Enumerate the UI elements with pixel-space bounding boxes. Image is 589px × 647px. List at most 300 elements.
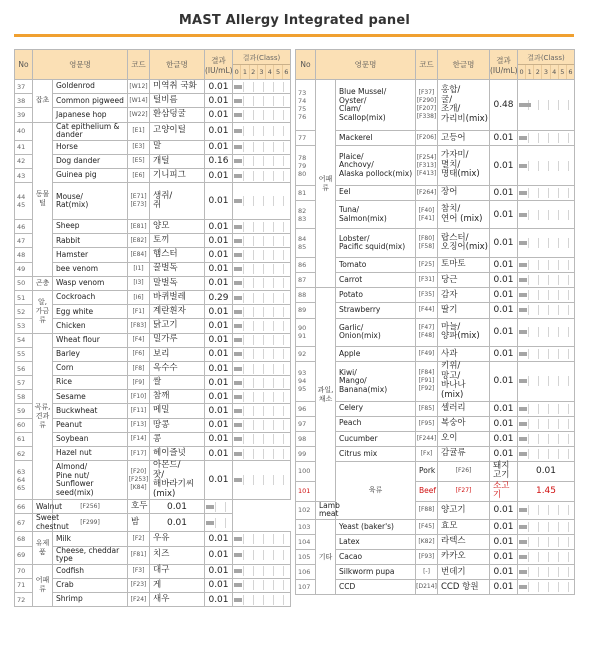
result-value: 0.01 xyxy=(490,431,518,446)
row-number: 40 xyxy=(15,122,33,140)
allergen-korean-name: 땅콩 xyxy=(150,418,205,432)
allergen-code: [F25] xyxy=(416,258,438,273)
class-bar-fill xyxy=(519,508,527,512)
allergen-korean-name: 고양이털 xyxy=(150,122,205,140)
allergen-korean-name: 셀러리 xyxy=(438,401,490,416)
allergen-row xyxy=(15,333,291,347)
class-bar-track xyxy=(234,96,289,106)
allergen-row xyxy=(296,347,575,362)
class-bar-track xyxy=(234,550,289,560)
allergen-code: [W12] xyxy=(128,80,150,94)
class-level: 2 xyxy=(249,65,257,79)
class-bar-fill xyxy=(519,379,527,383)
result-value: 0.01 xyxy=(490,185,518,200)
class-bar-fill xyxy=(519,308,527,312)
result-value: 0.01 xyxy=(490,416,518,431)
class-bar-track xyxy=(519,100,573,110)
class-bar-cell xyxy=(233,404,291,418)
class-bar-cell xyxy=(233,546,291,564)
allergen-english-name: Latex xyxy=(336,535,416,550)
class-bar-track xyxy=(519,434,573,444)
class-bar-fill xyxy=(234,381,242,385)
class-bar-track xyxy=(519,210,573,220)
allergen-english-name: Guinea pig xyxy=(53,168,128,182)
class-bar-track xyxy=(519,449,573,459)
allergen-korean-name: CCD 항원 xyxy=(438,580,490,595)
row-number: 99 xyxy=(296,446,316,461)
result-value: 0.01 xyxy=(490,288,518,303)
result-value: 0.01 xyxy=(490,446,518,461)
row-number: 43 xyxy=(15,168,33,182)
allergen-row xyxy=(15,514,291,532)
category-label: 곡류, 견과류 xyxy=(33,333,53,500)
class-bar-cell xyxy=(233,290,291,304)
row-number: 98 xyxy=(296,431,316,446)
row-number: 62 xyxy=(15,447,33,461)
class-levels xyxy=(518,65,574,79)
class-bar-fill xyxy=(519,191,527,195)
class-level: 2 xyxy=(533,65,541,79)
row-number: 58 xyxy=(15,390,33,404)
col-header-english: 영문명 xyxy=(33,50,128,80)
class-bar-cell xyxy=(233,262,291,276)
allergen-row xyxy=(15,94,291,108)
class-bar-fill xyxy=(519,452,527,456)
allergen-english-name: Dog dander xyxy=(53,154,128,168)
allergen-english-name: Lamb meat xyxy=(316,501,336,519)
class-bar-fill xyxy=(206,521,214,525)
class-bar-track xyxy=(234,595,289,605)
allergen-code: [F264] xyxy=(416,185,438,200)
class-bar-fill xyxy=(234,281,242,285)
result-value: 0.01 xyxy=(205,578,233,592)
row-number: 101 xyxy=(296,481,316,501)
allergen-code: [E5] xyxy=(128,154,150,168)
allergen-row xyxy=(296,131,575,146)
allergen-code: [F244] xyxy=(416,431,438,446)
allergen-english-name: Pork xyxy=(416,461,438,481)
allergen-row xyxy=(296,565,575,580)
row-number: 107 xyxy=(296,580,316,595)
allergen-english-name: Cockroach xyxy=(53,290,128,304)
allergen-code: [I1] xyxy=(128,262,150,276)
allergen-row xyxy=(15,390,291,404)
allergen-english-name: Hamster xyxy=(53,248,128,262)
class-bar-cell xyxy=(233,80,291,94)
allergen-code: [E81] xyxy=(128,220,150,234)
row-number: 67 xyxy=(15,514,33,532)
allergen-code: [F299] xyxy=(53,514,128,532)
allergen-row xyxy=(296,288,575,303)
allergen-english-name: Cheese, cheddar type xyxy=(53,546,128,564)
allergen-english-name: Beef xyxy=(416,481,438,501)
allergen-english-name: Silkworm pupa xyxy=(336,565,416,580)
row-number: 92 xyxy=(296,347,316,362)
class-bar-cell xyxy=(233,333,291,347)
allergen-korean-name: 감귤류 xyxy=(438,446,490,461)
allergen-code: [F47] [F48] xyxy=(416,318,438,347)
allergen-korean-name: 복숭아 xyxy=(438,416,490,431)
allergen-code: [F37] [F290] [F207] [F338] xyxy=(416,80,438,131)
allergen-code: [Fx] xyxy=(416,446,438,461)
row-number: 53 xyxy=(15,319,33,333)
allergen-row xyxy=(15,276,291,290)
class-bar-cell xyxy=(233,108,291,122)
class-bar-track xyxy=(519,238,573,248)
class-bar-cell xyxy=(233,140,291,154)
row-number: 49 xyxy=(15,262,33,276)
row-number: 38 xyxy=(15,94,33,108)
allergen-korean-name: 새우 xyxy=(150,592,205,606)
allergen-korean-name: 돼지고기 xyxy=(490,461,518,481)
class-bar-track xyxy=(234,142,289,152)
class-bar-cell xyxy=(233,592,291,606)
row-number: 50 xyxy=(15,276,33,290)
class-bar-cell xyxy=(518,347,575,362)
result-value: 0.01 xyxy=(490,303,518,318)
allergen-korean-name: 밤 xyxy=(128,514,150,532)
class-bar-cell xyxy=(233,94,291,108)
result-value: 0.01 xyxy=(518,461,575,481)
allergen-english-name: Walnut xyxy=(33,500,53,514)
allergen-row xyxy=(296,519,575,534)
result-value: 0.01 xyxy=(205,248,233,262)
class-bar-cell xyxy=(233,432,291,446)
class-bar-fill xyxy=(519,407,527,411)
row-number: 71 xyxy=(15,578,33,592)
row-number: 42 xyxy=(15,154,33,168)
row-number: 78 79 80 xyxy=(296,146,316,185)
allergen-code: [F4] xyxy=(128,333,150,347)
allergen-english-name: Barley xyxy=(53,347,128,361)
allergen-row xyxy=(296,362,575,401)
col-header-code: 코드 xyxy=(128,50,150,80)
allergen-english-name: Tomato xyxy=(336,258,416,273)
class-bar-track xyxy=(234,250,289,260)
allergen-english-name: Citrus mix xyxy=(336,446,416,461)
class-bar-track xyxy=(519,552,573,562)
allergen-row xyxy=(296,580,575,595)
result-value: 0.01 xyxy=(205,220,233,234)
class-bar-track xyxy=(234,156,289,166)
class-bar-track xyxy=(519,290,573,300)
row-number: 97 xyxy=(296,416,316,431)
row-number: 55 xyxy=(15,347,33,361)
class-bar-cell xyxy=(233,305,291,319)
class-bar-fill xyxy=(234,437,242,441)
col-header-code: 코드 xyxy=(416,50,438,80)
allergen-code: [I6] xyxy=(128,290,150,304)
allergen-korean-name: 옥수수 xyxy=(150,361,205,375)
row-number: 61 xyxy=(15,432,33,446)
row-number: 87 xyxy=(296,273,316,288)
allergen-english-name: Mackerel xyxy=(336,131,416,146)
row-number: 44 45 xyxy=(15,183,33,220)
class-bar-fill xyxy=(234,225,242,229)
class-bar-fill xyxy=(519,585,527,589)
result-value: 0.01 xyxy=(490,347,518,362)
allergen-code: [F206] xyxy=(416,131,438,146)
class-bar-fill xyxy=(234,553,242,557)
row-number: 81 xyxy=(296,185,316,200)
row-number: 56 xyxy=(15,361,33,375)
allergen-korean-name: 사과 xyxy=(438,347,490,362)
allergen-korean-name: 딸기 xyxy=(438,303,490,318)
class-bar-fill xyxy=(519,525,527,529)
allergen-code: [F85] xyxy=(416,401,438,416)
allergen-korean-name: 아몬드/ 잣/ 해바라기씨(mix) xyxy=(150,461,205,500)
col-header-korean: 한글명 xyxy=(150,50,205,80)
row-number: 37 xyxy=(15,80,33,94)
allergen-code: [F1] xyxy=(128,305,150,319)
allergen-code: [E71] [E73] xyxy=(128,183,150,220)
class-bar-cell xyxy=(518,200,575,229)
allergen-code: [F44] xyxy=(416,303,438,318)
allergen-english-name: Codfish xyxy=(53,564,128,578)
allergen-row xyxy=(296,273,575,288)
allergen-korean-name: 참치/ 연어 (mix) xyxy=(438,200,490,229)
result-value: 0.01 xyxy=(205,262,233,276)
allergen-row xyxy=(15,248,291,262)
allergen-code: [F26] xyxy=(438,461,490,481)
allergen-english-name: CCD xyxy=(336,580,416,595)
allergen-korean-name: 당근 xyxy=(438,273,490,288)
row-number: 68 xyxy=(15,532,33,546)
class-bar-track xyxy=(234,475,289,485)
row-number: 105 xyxy=(296,550,316,565)
class-bar-cell xyxy=(518,146,575,185)
allergen-row xyxy=(296,431,575,446)
result-value: 0.01 xyxy=(205,390,233,404)
allergen-korean-name: 밀가루 xyxy=(150,333,205,347)
allergen-row xyxy=(296,416,575,431)
result-value: 0.01 xyxy=(205,592,233,606)
class-bar-cell xyxy=(233,376,291,390)
class-bar-cell xyxy=(518,318,575,347)
class-bar-track xyxy=(519,582,573,592)
row-number: 90 91 xyxy=(296,318,316,347)
allergen-english-name: Wheat flour xyxy=(53,333,128,347)
class-bar-cell xyxy=(518,501,575,519)
class-bar-fill xyxy=(519,352,527,356)
category-label: 육류 xyxy=(336,461,416,519)
class-bar-fill xyxy=(234,409,242,413)
allergen-code: [F27] xyxy=(438,481,490,501)
class-bar-fill xyxy=(519,422,527,426)
allergen-code: [F8] xyxy=(128,361,150,375)
allergen-row xyxy=(296,535,575,550)
class-bar-fill xyxy=(519,263,527,267)
row-number: 39 xyxy=(15,108,33,122)
allergen-row xyxy=(15,461,291,500)
result-value: 0.01 xyxy=(490,519,518,534)
class-bar-cell xyxy=(518,229,575,258)
class-bar-cell xyxy=(233,390,291,404)
allergen-english-name: Rabbit xyxy=(53,234,128,248)
class-bar-track xyxy=(234,307,289,317)
allergen-code: [F11] xyxy=(128,404,150,418)
allergen-korean-name: 가자미/ 멸치/ 명태(mix) xyxy=(438,146,490,185)
result-value: 0.01 xyxy=(205,461,233,500)
row-number: 70 xyxy=(15,564,33,578)
row-number: 102 xyxy=(296,501,316,519)
allergen-english-name: Celery xyxy=(336,401,416,416)
row-number: 69 xyxy=(15,546,33,564)
allergen-code: [F254] [F313] [F413] xyxy=(416,146,438,185)
allergen-row xyxy=(296,318,575,347)
result-value: 0.01 xyxy=(205,447,233,461)
allergen-korean-name: 말벌독 xyxy=(150,276,205,290)
class-bar-track xyxy=(519,505,573,515)
allergen-korean-name: 말 xyxy=(150,140,205,154)
class-level: 3 xyxy=(541,65,549,79)
allergen-english-name: Hazel nut xyxy=(53,447,128,461)
allergen-english-name: Chicken xyxy=(53,319,128,333)
class-bar-cell xyxy=(233,447,291,461)
allergen-row xyxy=(296,303,575,318)
class-bar-track xyxy=(519,376,573,386)
class-bar-fill xyxy=(234,239,242,243)
allergen-english-name: Milk xyxy=(53,532,128,546)
allergen-row xyxy=(15,546,291,564)
allergen-korean-name: 콩 xyxy=(150,432,205,446)
allergen-row xyxy=(296,550,575,565)
result-value: 0.01 xyxy=(205,122,233,140)
class-bar-fill xyxy=(519,241,527,245)
allergen-code: [F24] xyxy=(128,592,150,606)
allergen-row xyxy=(15,80,291,94)
allergen-english-name: Tuna/ Salmon(mix) xyxy=(336,200,416,229)
allergen-english-name: Potato xyxy=(336,288,416,303)
allergen-korean-name: 양고기 xyxy=(438,501,490,519)
allergen-row xyxy=(15,234,291,248)
result-value: 1.45 xyxy=(518,481,575,501)
class-level: 0 xyxy=(234,67,239,76)
class-bar-fill xyxy=(206,505,214,509)
allergen-korean-name: 털비름 xyxy=(150,94,205,108)
allergen-korean-name: 키위/ 망고/ 바나나 (mix) xyxy=(438,362,490,401)
allergen-code: [F2] xyxy=(128,532,150,546)
report-title: MAST Allergy Integrated panel xyxy=(178,13,411,28)
category-label: 과일, 채소 xyxy=(316,288,336,502)
allergen-english-name: Eel xyxy=(336,185,416,200)
class-bar-track xyxy=(234,349,289,359)
class-bar-fill xyxy=(519,570,527,574)
class-bar-cell xyxy=(205,514,233,532)
result-value: 0.48 xyxy=(490,80,518,131)
result-value: 0.01 xyxy=(490,200,518,229)
allergen-row xyxy=(296,185,575,200)
allergen-code: [F10] xyxy=(128,390,150,404)
allergen-korean-name: 카카오 xyxy=(438,550,490,565)
allergen-korean-name: 쌀 xyxy=(150,376,205,390)
allergen-korean-name: 보리 xyxy=(150,347,205,361)
row-number: 66 xyxy=(15,500,33,514)
result-value: 0.01 xyxy=(205,168,233,182)
row-number: 103 xyxy=(296,519,316,534)
class-bar-track xyxy=(234,222,289,232)
class-bar-fill xyxy=(519,437,527,441)
row-number: 88 xyxy=(296,288,316,303)
row-number: 52 xyxy=(15,305,33,319)
allergen-korean-name: 라텍스 xyxy=(438,535,490,550)
class-bar-fill xyxy=(234,296,242,300)
category-label: 곤충 xyxy=(33,276,53,290)
allergen-english-name: Soybean xyxy=(53,432,128,446)
class-bar-track xyxy=(234,171,289,181)
allergen-english-name: Japanese hop xyxy=(53,108,128,122)
class-bar-fill xyxy=(234,85,242,89)
row-number: 54 xyxy=(15,333,33,347)
allergen-row xyxy=(296,461,575,481)
result-value: 0.01 xyxy=(205,234,233,248)
allergen-row xyxy=(15,432,291,446)
category-label: 어패류 xyxy=(33,564,53,607)
class-bar-cell xyxy=(518,416,575,431)
category-label: 알, 가금류 xyxy=(33,290,53,333)
allergen-row xyxy=(15,140,291,154)
class-bar-fill xyxy=(234,174,242,178)
category-label: 어패류 xyxy=(316,80,336,288)
result-value: 0.01 xyxy=(205,564,233,578)
class-bar-track xyxy=(519,419,573,429)
class-bar-track xyxy=(234,420,289,430)
result-value: 0.16 xyxy=(205,154,233,168)
row-number: 73 74 75 76 xyxy=(296,80,316,131)
allergen-korean-name: 치즈 xyxy=(150,546,205,564)
class-bar-cell xyxy=(233,154,291,168)
row-number: 93 94 95 xyxy=(296,362,316,401)
allergen-row xyxy=(296,229,575,258)
class-bar-cell xyxy=(518,288,575,303)
allergen-code: [E1] xyxy=(128,122,150,140)
row-number: 46 xyxy=(15,220,33,234)
result-value: 0.01 xyxy=(205,80,233,94)
col-header-english: 영문명 xyxy=(316,50,416,80)
class-level: 3 xyxy=(257,65,265,79)
title-rule xyxy=(14,34,574,37)
class-bar-track xyxy=(234,449,289,459)
class-bar-track xyxy=(234,580,289,590)
class-bar-track xyxy=(234,534,289,544)
allergen-korean-name: 효모 xyxy=(438,519,490,534)
result-value: 0.01 xyxy=(205,305,233,319)
category-label: 잡초 xyxy=(33,80,53,123)
category-label: 기타 xyxy=(316,519,336,594)
class-bar-fill xyxy=(234,478,242,482)
allergen-code: [K82] xyxy=(416,535,438,550)
row-number: 96 xyxy=(296,401,316,416)
class-levels xyxy=(233,65,290,79)
allergen-english-name: Crab xyxy=(53,578,128,592)
allergen-korean-name: 참깨 xyxy=(150,390,205,404)
class-bar-cell xyxy=(233,168,291,182)
result-value: 0.01 xyxy=(205,333,233,347)
allergen-english-name: Peach xyxy=(336,416,416,431)
allergen-code: [F3] xyxy=(128,564,150,578)
allergen-english-name: Yeast (baker's) xyxy=(336,519,416,534)
class-bar-cell xyxy=(518,565,575,580)
allergen-code: [F80] [F58] xyxy=(416,229,438,258)
allergen-row xyxy=(296,200,575,229)
class-bar-fill xyxy=(519,213,527,217)
class-bar-cell xyxy=(233,220,291,234)
allergen-table-right xyxy=(295,49,575,595)
allergen-code: [F31] xyxy=(416,273,438,288)
result-value: 0.01 xyxy=(205,183,233,220)
allergen-row xyxy=(15,108,291,122)
allergen-english-name: Strawberry xyxy=(336,303,416,318)
